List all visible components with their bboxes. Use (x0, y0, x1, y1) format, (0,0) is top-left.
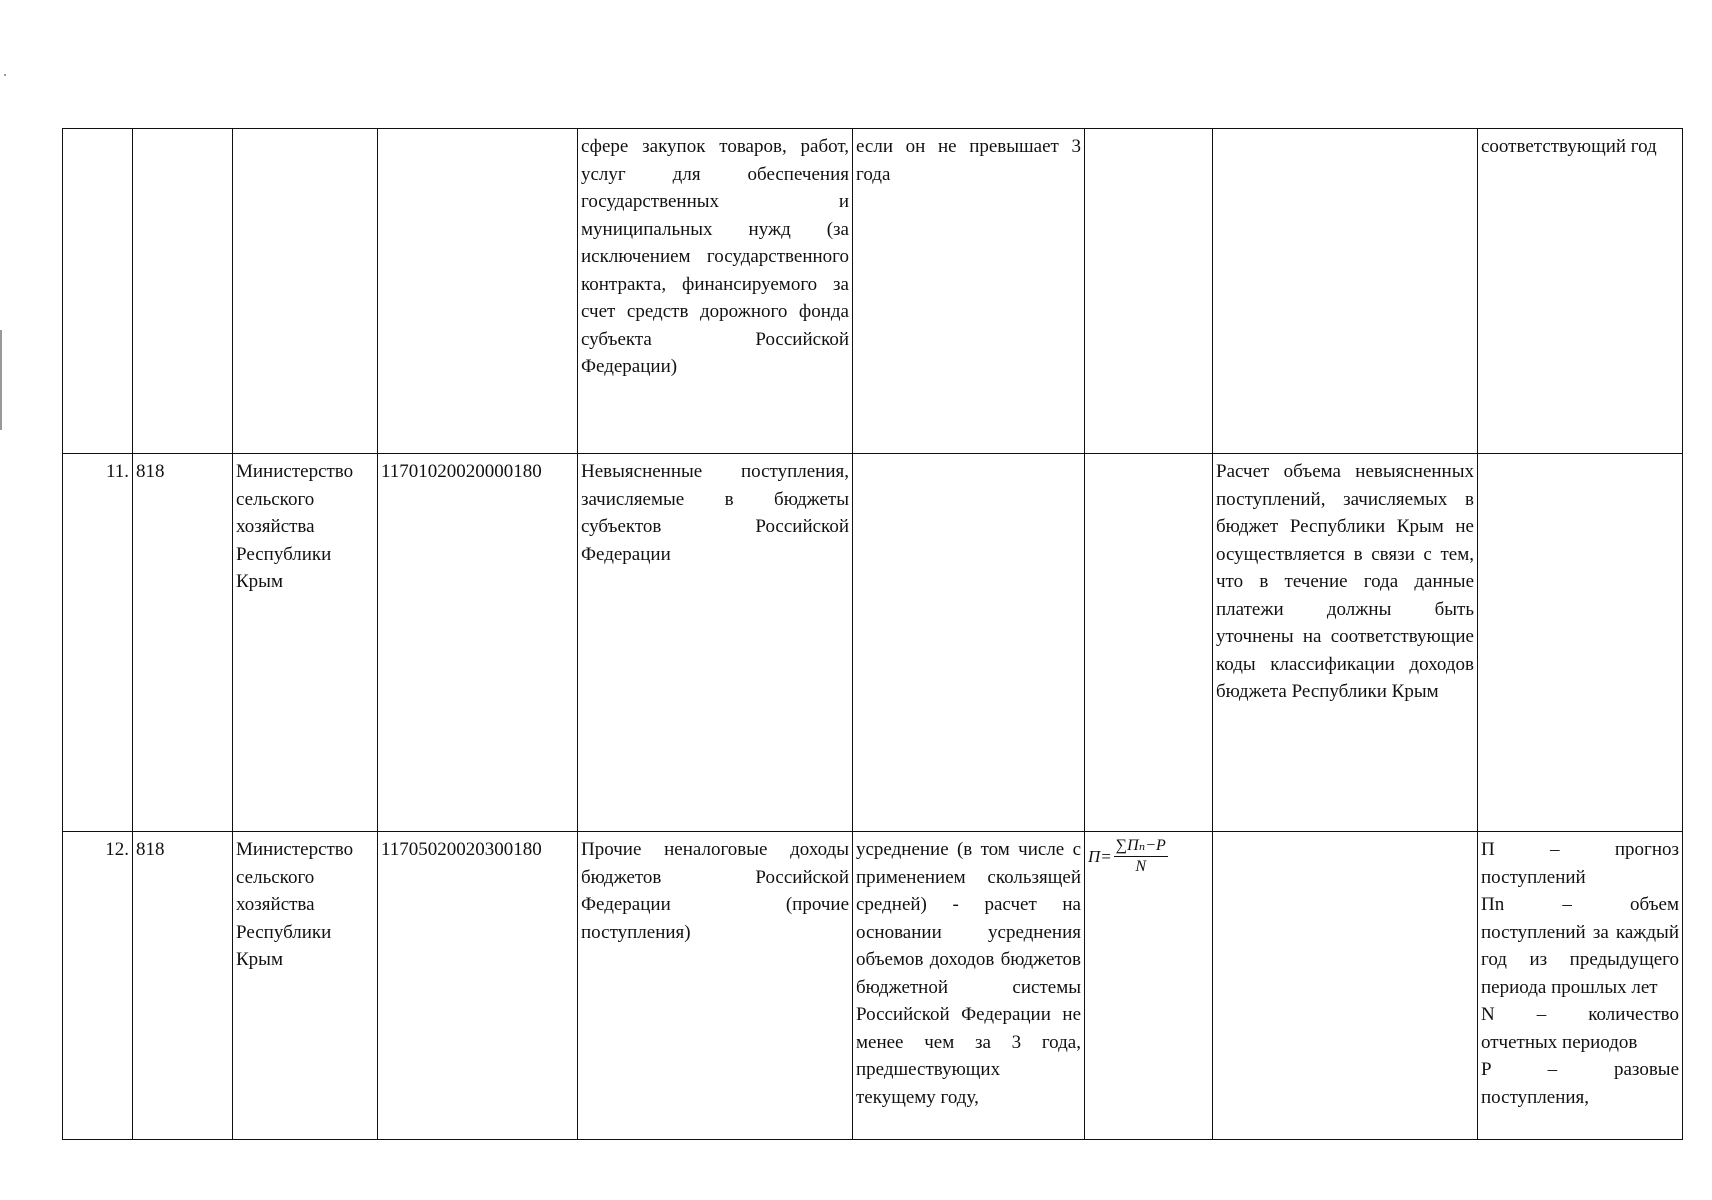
indicator-description (1478, 454, 1683, 832)
calculation-algorithm (1213, 832, 1478, 1140)
calculation-algorithm: Расчет объема невыясненных поступлений, зачисляемых в бюджет Республики Крым не осуществляется в связи с тем, что в течение года данные платежи должны быть уточнены на соответствующие коды классификации доходов бюджета Республики Крым (1213, 454, 1478, 832)
indicator-description: соответствующий год (1478, 129, 1683, 454)
income-forecast-table (62, 128, 1683, 1140)
admin-name: Министерство сельского хозяйства Республики Крым (233, 832, 378, 1140)
table-row (63, 832, 1683, 1140)
row-number (63, 129, 133, 454)
formula (1085, 832, 1213, 1140)
formula-denominator: N (1135, 858, 1147, 875)
formula (1085, 129, 1213, 454)
scan-mark (0, 330, 2, 430)
kbk-code: 11705020020300180 (378, 832, 578, 1140)
formula-lhs: П= (1088, 846, 1112, 866)
table-row (63, 454, 1683, 832)
income-name: Невыясненные поступления, зачисляемые в бюджеты субъектов Российской Федерации (578, 454, 853, 832)
calculation-method (853, 454, 1085, 832)
indicator-description: П – прогноз поступлений Пn – объем поступлений за каждый год из предыдущего периода прошлых лет N – количество отчетных периодов P – разовые поступления, (1478, 832, 1683, 1140)
row-number: 12. (63, 832, 133, 1140)
admin-code: 818 (133, 454, 233, 832)
table-row (63, 129, 1683, 454)
formula-numerator: ∑Пₙ−P (1114, 836, 1168, 857)
admin-code (133, 129, 233, 454)
formula-expression (1088, 836, 1209, 877)
calculation-method: если он не превышает 3 года (853, 129, 1085, 454)
calculation-algorithm (1213, 129, 1478, 454)
formula (1085, 454, 1213, 832)
income-name: сфере закупок товаров, работ, услуг для обеспечения государственных и муниципальных нужд (за исключением государственного контракта, финансируемого за счет средств дорожного фонда субъекта Российской Федерации) (578, 129, 853, 454)
scan-mark (4, 74, 6, 76)
row-number: 11. (63, 454, 133, 832)
admin-name (233, 129, 378, 454)
kbk-code: 11701020020000180 (378, 454, 578, 832)
income-name: Прочие неналоговые доходы бюджетов Российской Федерации (прочие поступления) (578, 832, 853, 1140)
calculation-method: усреднение (в том числе с применением скользящей средней) - расчет на основании усреднения объемов доходов бюджетов бюджетной системы Российской Федерации не менее чем за 3 года, предшествующих текущему году, (853, 832, 1085, 1140)
formula-fraction (1114, 836, 1168, 877)
admin-name: Министерство сельского хозяйства Республики Крым (233, 454, 378, 832)
admin-code: 818 (133, 832, 233, 1140)
kbk-code (378, 129, 578, 454)
